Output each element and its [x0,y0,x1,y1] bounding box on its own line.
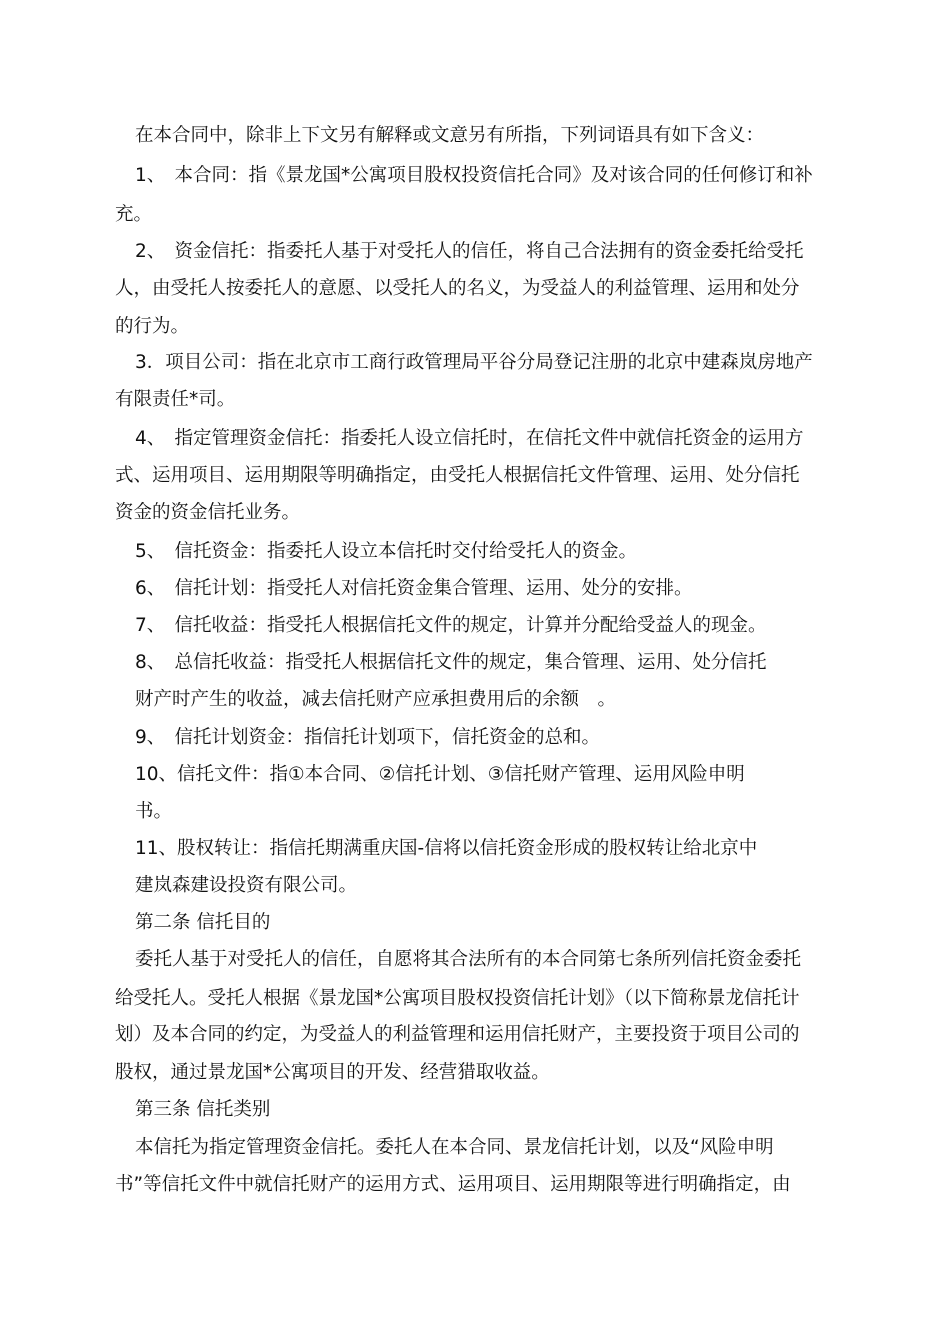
definition-1-line: 充。 [115,204,153,225]
definition-4-line: 资金的资金信托业务。 [115,502,301,523]
definition-7-line: 7、 信托收益：指受托人根据信托文件的规定，计算并分配给受益人的现金。 [135,615,767,636]
definition-8-line: 8、 总信托收益：指受托人根据信托文件的规定，集合管理、运用、处分信托 [135,652,767,673]
definition-10-line: 书。 [135,801,173,822]
definition-11-line: 11、股权转让：指信托期满重庆国-信将以信托资金形成的股权转让给北京中 [135,838,758,859]
definition-2-line: 2、 资金信托：指委托人基于对受托人的信任，将自己合法拥有的资金委托给受托 [135,241,804,262]
definition-10-line: 10、信托文件：指①本合同、②信托计划、③信托财产管理、运用风险申明 [135,764,745,785]
paragraph-line: 股权，通过景龙国*公寓项目的开发、经营猎取收益。 [115,1062,550,1083]
paragraph-line: 给受托人。受托人根据《景龙国*公寓项目股权投资信托计划》（以下简称景龙信托计 [115,988,800,1009]
paragraph-line: 划）及本合同的约定，为受益人的利益管理和运用信托财产，主要投资于项目公司的 [115,1024,800,1045]
definition-2-line: 人，由受托人按委托人的意愿、以受托人的名义，为受益人的利益管理、运用和处分 [115,278,800,299]
definition-11-line: 建岚森建设投资有限公司。 [135,875,358,896]
definition-2-line: 的行为。 [115,316,190,337]
paragraph-line: 书”等信托文件中就信托财产的运用方式、运用项目、运用期限等进行明确指定，由 [115,1174,791,1195]
definition-4-line: 4、 指定管理资金信托：指委托人设立信托时，在信托文件中就信托资金的运用方 [135,428,804,449]
intro-line: 在本合同中，除非上下文另有解释或文意另有所指，下列词语具有如下含义： [135,125,765,146]
paragraph-line: 本信托为指定管理资金信托。委托人在本合同、景龙信托计划，以及“风险申明 [135,1137,774,1158]
definition-8-line: 财产时产生的收益，减去信托财产应承担费用后的余额 。 [135,689,617,710]
definition-3-line: 3．项目公司：指在北京市工商行政管理局平谷分局登记注册的北京中建森岚房地产 [135,352,813,373]
section-heading: 第三条 信托类别 [135,1099,271,1120]
definition-9-line: 9、 信托计划资金：指信托计划项下，信托资金的总和。 [135,727,601,748]
paragraph-line: 委托人基于对受托人的信任，自愿将其合法所有的本合同第七条所列信托资金委托 [135,949,802,970]
definition-3-line: 有限责任*司。 [115,389,236,410]
definition-6-line: 6、 信托计划：指受托人对信托资金集合管理、运用、处分的安排。 [135,578,693,599]
definition-1-line: 1、 本合同：指《景龙国*公寓项目股权投资信托合同》及对该合同的任何修订和补 [135,165,813,186]
definition-4-line: 式、运用项目、运用期限等明确指定，由受托人根据信托文件管理、运用、处分信托 [115,465,800,486]
definition-5-line: 5、 信托资金：指委托人设立本信托时交付给受托人的资金。 [135,541,638,562]
section-heading: 第二条 信托目的 [135,912,271,933]
